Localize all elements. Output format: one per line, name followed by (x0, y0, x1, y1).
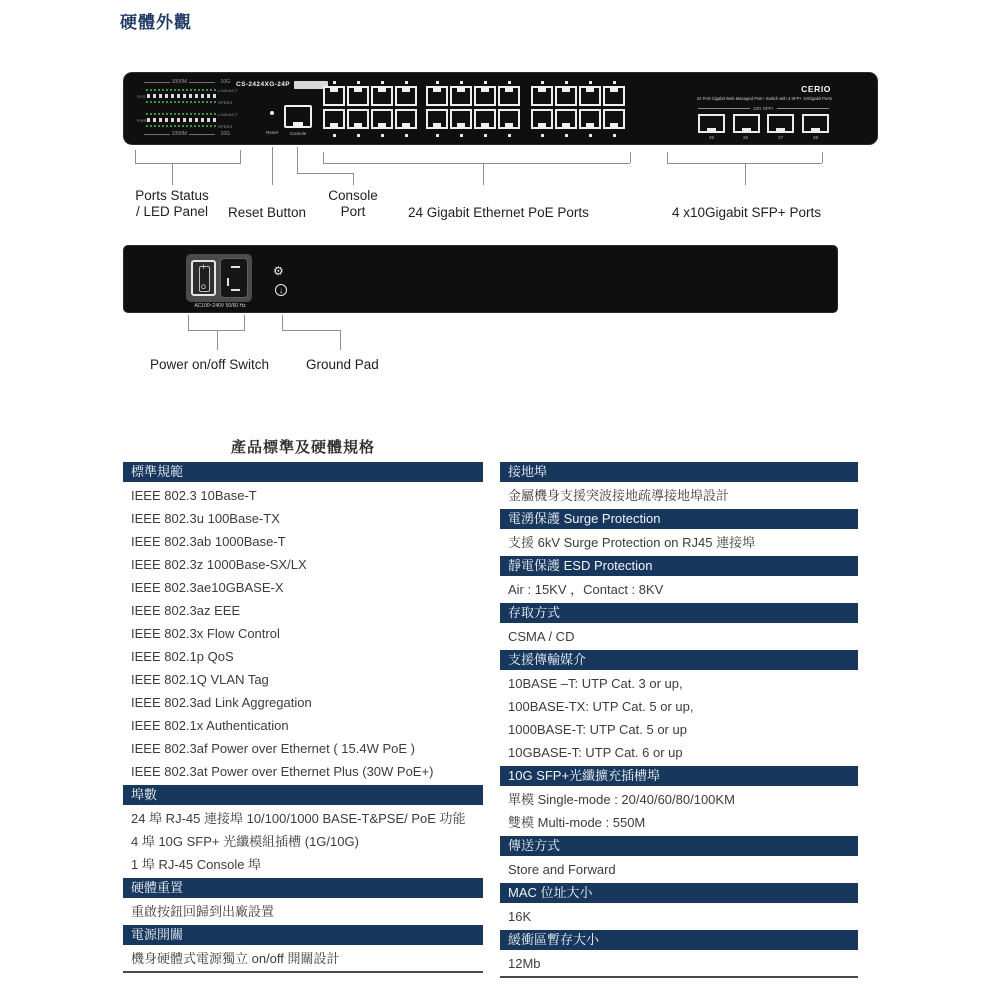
speed-label: SPEED (218, 124, 233, 129)
callout-ground-pad: Ground Pad (306, 357, 379, 372)
callout-line (483, 163, 484, 185)
ground-terminal-icon: ↓ (275, 284, 287, 296)
spec-row: IEEE 802.3z 1000Base-SX/LX (131, 557, 307, 572)
spec-row: CSMA / CD (508, 629, 575, 644)
callout-ports-status: Ports Status / LED Panel (135, 188, 209, 219)
spec-row: 1 埠 RJ-45 Console 埠 (131, 857, 262, 872)
speed-label: SPEED (218, 100, 233, 105)
spec-row: IEEE 802.3az EEE (131, 603, 241, 618)
rj45-port (603, 86, 625, 106)
spec-section-header: 10G SFP+光纖擴充插槽埠 (500, 766, 858, 786)
spec-row: IEEE 802.1x Authentication (131, 718, 289, 733)
callout-line (323, 163, 630, 164)
spec-row: 雙模 Multi-mode : 550M (508, 815, 646, 830)
spec-section-header: 緩衝區暫存大小 (500, 930, 858, 950)
rj45-port (371, 109, 393, 129)
spec-section-header: 埠數 (123, 785, 483, 805)
led-port-numbers (147, 94, 216, 98)
spec-row: IEEE 802.3at Power over Ethernet Plus (30W PoE+) (131, 764, 434, 779)
spec-row: Store and Forward (508, 862, 616, 877)
pwr-led-label: PWR (137, 118, 147, 123)
callout-poe-ports: 24 Gigabit Ethernet PoE Ports (408, 205, 589, 220)
sfp-slot (767, 114, 794, 133)
spec-row: IEEE 802.3u 100Base-TX (131, 511, 280, 526)
spec-row: 4 埠 10G SFP+ 光纖模組插槽 (1G/10G) (131, 834, 359, 849)
led-panel (138, 80, 248, 140)
sfp-port-numbers: 25 26 27 28 (708, 135, 818, 140)
spec-table-title: 產品標準及硬體規格 (230, 439, 375, 456)
model-number: CS-2424XG-24P (236, 81, 290, 88)
rj45-port (603, 109, 625, 129)
led-row (146, 101, 216, 103)
spec-row: 機身硬體式電源獨立 on/off 開關設計 (131, 951, 340, 966)
sfp-slot (698, 114, 725, 133)
sys-led-label: SYS (137, 94, 146, 99)
callout-line (135, 163, 241, 164)
rj45-port (371, 86, 393, 106)
rj45-port (347, 109, 369, 129)
spec-section-header: 電湧保護 Surge Protection (500, 509, 858, 529)
rj45-port (555, 86, 577, 106)
rj45-port (531, 109, 553, 129)
rj45-port (555, 109, 577, 129)
spec-section-header: 支援傳輸媒介 (500, 650, 858, 670)
rj45-port (395, 109, 417, 129)
reset-port-label: Reset (266, 130, 278, 135)
rj45-port (395, 86, 417, 106)
callout-line (244, 315, 245, 330)
column-end-line (123, 971, 483, 973)
callout-line (217, 330, 218, 350)
spec-section-header: 存取方式 (500, 603, 858, 623)
rj45-port (474, 86, 496, 106)
callout-line (667, 152, 668, 163)
led-row (146, 89, 216, 91)
spec-row: 16K (508, 909, 532, 924)
sfp-slot (733, 114, 760, 133)
spec-section-header: 標準規範 (123, 462, 483, 482)
rj45-port-group (531, 81, 627, 138)
callout-line (353, 173, 354, 185)
switch-rear-panel-image (123, 245, 838, 313)
rj45-port (498, 86, 520, 106)
callout-sfp-ports: 4 x10Gigabit SFP+ Ports (672, 205, 821, 220)
spec-section-header: 傳送方式 (500, 836, 858, 856)
sfp-slot-block (698, 114, 829, 134)
callout-line (172, 163, 173, 185)
spec-row: 支援 6kV Surge Protection on RJ45 連接埠 (508, 535, 756, 550)
spec-row: 100BASE-TX: UTP Cat. 5 or up, (508, 699, 694, 714)
spec-row: IEEE 802.1p QoS (131, 649, 234, 664)
spec-row: 金屬機身支援突波接地疏導接地埠設計 (508, 488, 730, 503)
sfp-slot (802, 114, 829, 133)
spec-section-header: 靜電保護 ESD Protection (500, 556, 858, 576)
callout-line (188, 315, 189, 330)
rj45-port (450, 109, 472, 129)
rj45-port (323, 86, 345, 106)
callout-line (323, 152, 324, 163)
spec-row: IEEE 802.3af Power over Ethernet ( 15.4W PoE ) (131, 741, 415, 756)
rj45-port (579, 109, 601, 129)
device-tagline: 24 Port Gigabit Web Managed PoE+ Switch with 4 SFP+ 10Gigabit Ports (696, 96, 832, 101)
spec-row: 24 埠 RJ-45 連接埠 10/100/1000 BASE-T&PSE/ PoE 功能 (131, 811, 466, 826)
switch-front-panel-image (123, 72, 878, 145)
ac-rating-label: AC100~240V 50/60 Hz (194, 303, 246, 309)
spec-row: 10BASE –T: UTP Cat. 3 or up, (508, 676, 683, 691)
callout-reset-button: Reset Button (228, 205, 307, 220)
spec-row: IEEE 802.3x Flow Control (131, 626, 280, 641)
spec-row: Air : 15KV ，Contact : 8KV (508, 582, 664, 597)
callout-power-switch: Power on/off Switch (150, 357, 270, 372)
power-rocker-switch: I O (191, 260, 216, 296)
link-act-label: LINK/ACT (218, 112, 238, 117)
led-port-numbers (147, 118, 216, 122)
callout-line (745, 163, 746, 185)
spec-right-column (500, 460, 858, 978)
rj45-port (579, 86, 601, 106)
spec-row: IEEE 802.3 10Base-T (131, 488, 257, 503)
rj45-port-group (426, 81, 522, 138)
rj45-port (474, 109, 496, 129)
rj45-port (323, 109, 345, 129)
callout-line (340, 330, 341, 350)
spec-section-header: 接地埠 (500, 462, 858, 482)
page-title: 硬體外觀 (120, 13, 192, 32)
console-port-label: Console (289, 131, 307, 136)
spec-row: 單模 Single-mode : 20/40/60/80/100KM (508, 792, 735, 807)
callout-line (282, 330, 341, 331)
callout-line (135, 150, 136, 163)
spec-row: 12Mb (508, 956, 541, 971)
callout-line (822, 152, 823, 163)
rj45-port (450, 86, 472, 106)
rj45-port (531, 86, 553, 106)
ac-inlet (220, 258, 248, 298)
rj45-port-group (323, 81, 419, 138)
sfp-group-label: 10G SFP+ (698, 106, 829, 111)
led-row (146, 113, 216, 115)
spec-row: IEEE 802.1Q VLAN Tag (131, 672, 269, 687)
callout-line (297, 147, 298, 173)
spec-left-column (123, 460, 483, 973)
led-scale-bottom: 1000M 10G (144, 132, 230, 137)
spec-row: 10GBASE-T: UTP Cat. 6 or up (508, 745, 683, 760)
link-act-label: LINK/ACT (218, 88, 238, 93)
callout-console-port: Console Port (328, 188, 378, 219)
spec-section-header: 電源開關 (123, 925, 483, 945)
rj45-port (498, 109, 520, 129)
rj45-port-block (323, 81, 629, 138)
console-port (284, 105, 312, 128)
led-scale-top: 1000M 10G (144, 80, 230, 85)
spec-row: 1000BASE-T: UTP Cat. 5 or up (508, 722, 687, 737)
spec-row: 重啟按鈕回歸到出廠設置 (131, 904, 275, 919)
reset-button-dot (270, 111, 274, 115)
column-end-line (500, 976, 858, 978)
spec-row: IEEE 802.3ae10GBASE-X (131, 580, 284, 595)
spec-row: IEEE 802.3ad Link Aggregation (131, 695, 312, 710)
callout-line (240, 150, 241, 163)
spec-section-header: 硬體重置 (123, 878, 483, 898)
spec-row: IEEE 802.3ab 1000Base-T (131, 534, 286, 549)
callout-line (297, 173, 353, 174)
rj45-port (426, 109, 448, 129)
led-row (146, 125, 216, 127)
ground-screw-icon: ⚙ (273, 264, 284, 278)
callout-line (282, 315, 283, 330)
rj45-port (426, 86, 448, 106)
spec-section-header: MAC 位址大小 (500, 883, 858, 903)
rj45-port (347, 86, 369, 106)
power-module (186, 254, 252, 302)
brand-logo: CERIO (801, 84, 831, 94)
callout-line (272, 147, 273, 185)
callout-line (630, 152, 631, 163)
